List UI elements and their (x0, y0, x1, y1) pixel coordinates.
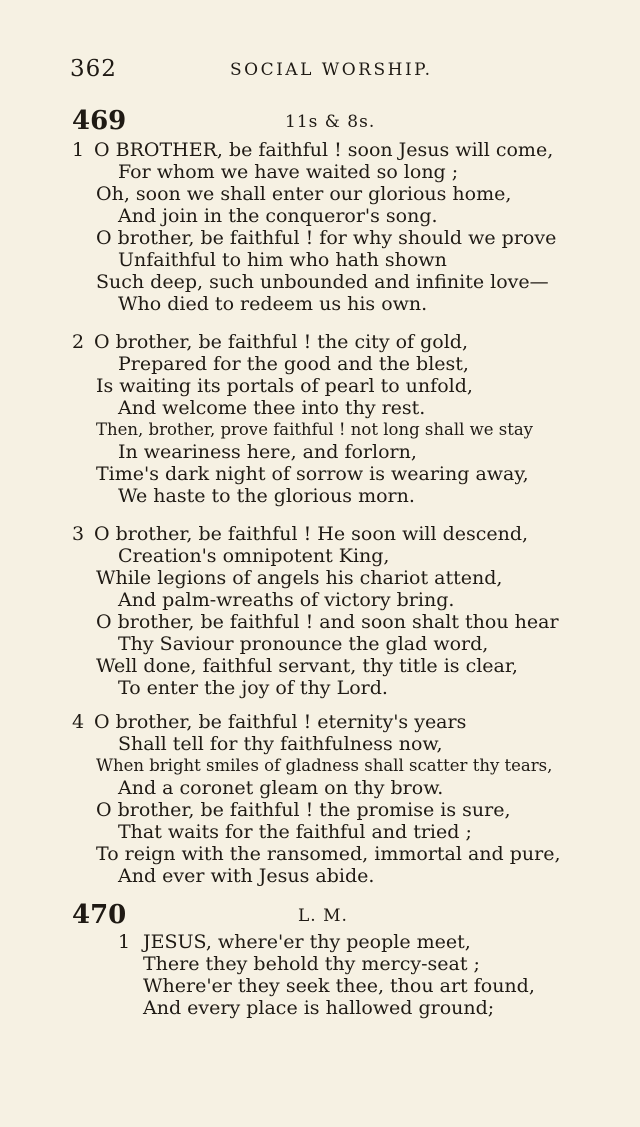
verse-line: For whom we have waited so long ; (118, 161, 459, 183)
verse-line: And a coronet gleam on thy brow. (118, 777, 444, 799)
hymn-470-heading (0, 900, 640, 934)
verse-line: O brother, be faithful ! for why should we prove (96, 227, 557, 249)
verse-line: And ever with Jesus abide. (118, 865, 375, 887)
verse-line: And join in the conqueror's song. (118, 205, 438, 227)
verse-line: Is waiting its portals of pearl to unfold, (96, 375, 473, 397)
verse-line: To enter the joy of thy Lord. (118, 677, 388, 699)
verse-line: Such deep, such unbounded and infinite love— (96, 271, 549, 293)
verse-line: And welcome thee into thy rest. (118, 397, 426, 419)
verse-line: Time's dark night of sorrow is wearing away, (96, 463, 529, 485)
stanza-number: 1 (72, 139, 85, 161)
verse-line: O brother, be faithful ! the city of gold, (94, 331, 468, 353)
verse-line: Thy Saviour pronounce the glad word, (118, 633, 489, 655)
hymn-number: 470 (72, 900, 127, 930)
verse-line: Unfaithful to him who hath shown (118, 249, 447, 271)
verse-line: And every place is hallowed ground; (143, 997, 495, 1019)
hymn-meter: 11s & 8s. (285, 112, 376, 132)
verse-line: And palm-wreaths of victory bring. (118, 589, 455, 611)
hymn-meter: L. M. (298, 906, 348, 926)
page-number: 362 (70, 56, 117, 82)
verse-line: O brother, be faithful ! and soon shalt thou hear (96, 611, 559, 633)
verse-line: Where'er they seek thee, thou art found, (143, 975, 535, 997)
hymn-number: 469 (72, 106, 127, 136)
stanza-number: 1 (118, 931, 131, 953)
running-title: SOCIAL WORSHIP. (230, 60, 433, 80)
verse-line: Then, brother, prove faithful ! not long shall we stay (96, 420, 534, 439)
verse-line: To reign with the ransomed, immortal and pure, (96, 843, 561, 865)
stanza-number: 3 (72, 523, 85, 545)
verse-line: O brother, be faithful ! eternity's years (94, 711, 467, 733)
verse-line: That waits for the faithful and tried ; (118, 821, 472, 843)
verse-line: JESUS, where'er thy people meet, (143, 931, 471, 953)
verse-line: Shall tell for thy faithfulness now, (118, 733, 443, 755)
verse-line: O brother, be faithful ! He soon will descend, (94, 523, 529, 545)
stanza-number: 2 (72, 331, 85, 353)
verse-line: We haste to the glorious morn. (118, 485, 415, 507)
verse-line: Creation's omnipotent King, (118, 545, 390, 567)
verse-line: O BROTHER, be faithful ! soon Jesus will come, (94, 139, 554, 161)
hymn-469-heading (0, 106, 640, 140)
verse-line: Oh, soon we shall enter our glorious home, (96, 183, 512, 205)
verse-line: O brother, be faithful ! the promise is sure, (96, 799, 511, 821)
stanza-number: 4 (72, 711, 85, 733)
verse-line: While legions of angels his chariot attend, (96, 567, 503, 589)
verse-line: Who died to redeem us his own. (118, 293, 428, 315)
verse-line: There they behold thy mercy-seat ; (143, 953, 480, 975)
verse-line: When bright smiles of gladness shall scatter thy tears, (96, 756, 553, 775)
verse-line: Well done, faithful servant, thy title is clear, (96, 655, 518, 677)
verse-line: In weariness here, and forlorn, (118, 441, 417, 463)
page-header (0, 56, 640, 86)
verse-line: Prepared for the good and the blest, (118, 353, 469, 375)
